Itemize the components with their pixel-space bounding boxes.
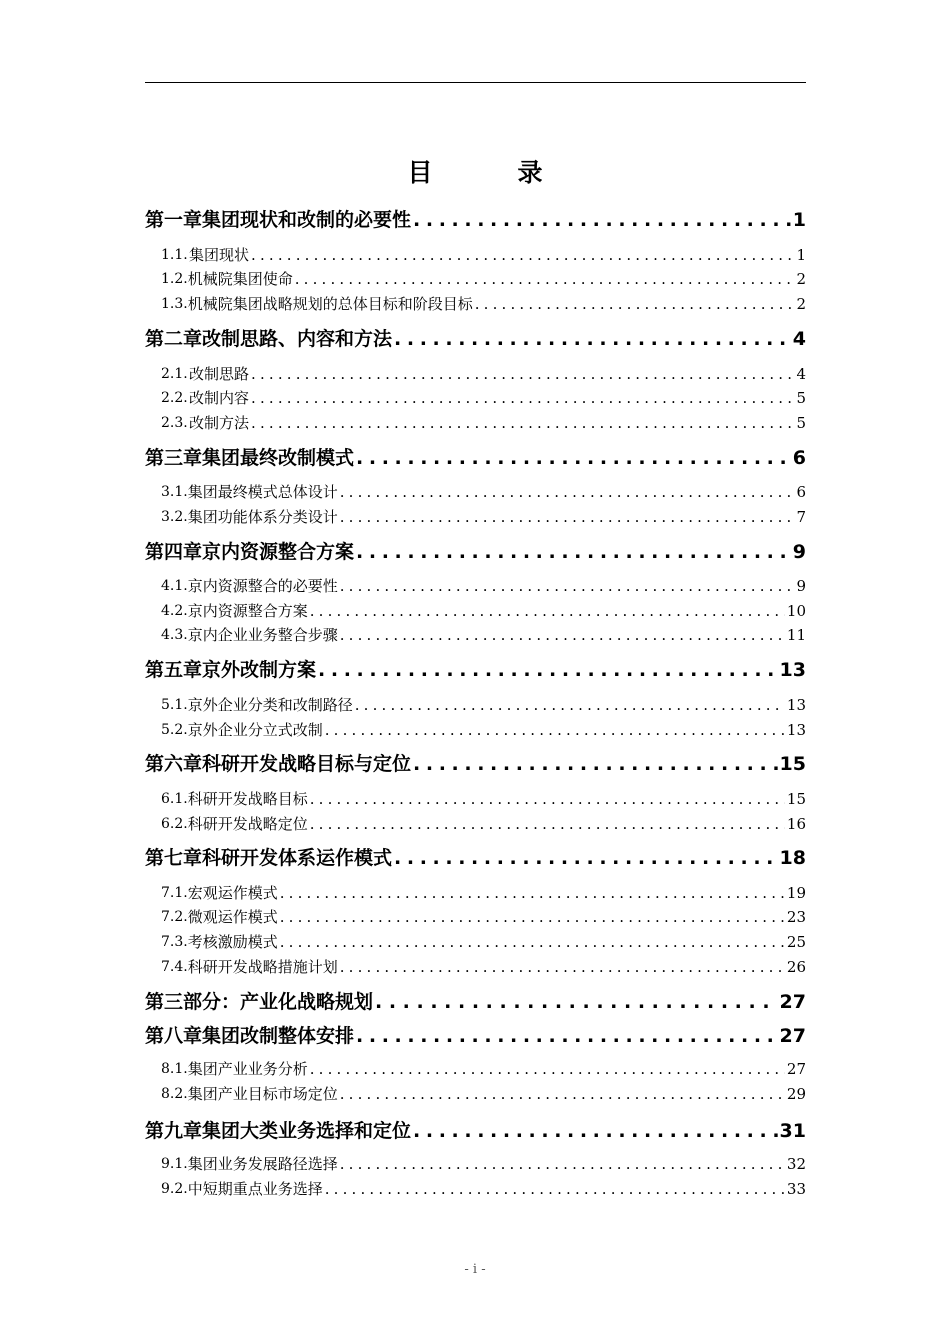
page-number: 1 — [796, 246, 806, 264]
page-number: 6 — [796, 483, 806, 501]
section-title: 机械院集团战略规划的总体目标和阶段目标 — [187, 295, 473, 313]
toc-part-entry[interactable] — [145, 989, 806, 1015]
leader-dots — [340, 506, 795, 528]
section-number: 4.1. — [161, 578, 188, 594]
leader-dots — [251, 363, 794, 385]
section-title: 京外企业分类和改制路径 — [187, 696, 353, 714]
section-number: 2.2. — [161, 390, 188, 406]
section-title: 京内资源整合方案 — [187, 602, 308, 620]
leader-dots — [251, 244, 794, 266]
leader-dots — [340, 624, 785, 646]
page-number: 1 — [792, 209, 806, 231]
section-title: 京内资源整合的必要性 — [187, 577, 338, 595]
toc-section-entry[interactable] — [145, 244, 806, 266]
leader-dots — [356, 445, 791, 471]
page-number: 32 — [786, 1155, 806, 1173]
toc-chapter-entry[interactable] — [145, 657, 806, 683]
toc-chapter-entry[interactable] — [145, 326, 806, 352]
toc-chapter-entry[interactable] — [145, 1023, 806, 1049]
leader-dots — [356, 539, 791, 565]
section-number: 9.1. — [161, 1156, 188, 1172]
section-title: 微观运作模式 — [187, 908, 278, 926]
page-number: 13 — [779, 659, 806, 681]
toc-section-entry[interactable] — [145, 956, 806, 978]
page-number: 29 — [786, 1085, 806, 1103]
toc-section-entry[interactable] — [145, 1083, 806, 1105]
chapter-number: 第六章 — [145, 753, 203, 775]
page-number: 23 — [786, 908, 806, 926]
footer-page-number: - i - — [464, 1262, 486, 1277]
toc-chapter-entry[interactable] — [145, 751, 806, 777]
section-number: 3.2. — [161, 509, 188, 525]
leader-dots — [310, 600, 785, 622]
leader-dots — [325, 1178, 785, 1200]
toc-section-entry[interactable] — [145, 1178, 806, 1200]
toc-section-entry[interactable] — [145, 694, 806, 716]
section-number: 6.1. — [161, 791, 188, 807]
section-title: 集团产业目标市场定位 — [187, 1085, 338, 1103]
leader-dots — [355, 694, 785, 716]
leader-dots — [251, 412, 794, 434]
section-number: 4.3. — [161, 627, 188, 643]
leader-dots — [280, 882, 785, 904]
toc-section-entry[interactable] — [145, 412, 806, 434]
section-title: 科研开发战略措施计划 — [187, 958, 338, 976]
section-title: 机械院集团使命 — [187, 270, 293, 288]
section-number: 3.1. — [161, 484, 188, 500]
leader-dots — [340, 1083, 785, 1105]
chapter-title: 京内资源整合方案 — [202, 541, 355, 563]
toc-section-entry[interactable] — [145, 481, 806, 503]
page-number: 5 — [796, 389, 806, 407]
leader-dots — [413, 1118, 778, 1144]
section-number: 9.2. — [161, 1181, 188, 1197]
chapter-title: 科研开发战略目标与定位 — [202, 753, 412, 775]
section-number: 7.4. — [161, 959, 188, 975]
section-title: 集团产业业务分析 — [187, 1060, 308, 1078]
section-title: 京内企业业务整合步骤 — [187, 626, 338, 644]
toc-chapter-entry[interactable] — [145, 207, 806, 233]
section-title: 改制方法 — [189, 414, 250, 432]
toc-section-entry[interactable] — [145, 788, 806, 810]
section-number: 1.3. — [161, 296, 188, 312]
chapter-title: 集团最终改制模式 — [202, 447, 355, 469]
toc-section-entry[interactable] — [145, 1058, 806, 1080]
chapter-number: 第八章 — [145, 1025, 203, 1047]
leader-dots — [475, 293, 795, 315]
section-number: 4.2. — [161, 603, 188, 619]
leader-dots — [375, 989, 778, 1015]
page-number: 9 — [796, 577, 806, 595]
toc-chapter-entry[interactable] — [145, 445, 806, 471]
section-title: 集团功能体系分类设计 — [187, 508, 338, 526]
page-number: 2 — [796, 295, 806, 313]
section-number: 5.1. — [161, 697, 188, 713]
leader-dots — [280, 906, 785, 928]
toc-section-entry[interactable] — [145, 363, 806, 385]
page-number: 4 — [792, 328, 806, 350]
toc-section-entry[interactable] — [145, 813, 806, 835]
page-number: 16 — [786, 815, 806, 833]
section-number: 7.1. — [161, 885, 188, 901]
page-number: 15 — [779, 753, 806, 775]
page-number: 6 — [792, 447, 806, 469]
page-number: 27 — [786, 1060, 806, 1078]
leader-dots — [394, 326, 791, 352]
section-number: 1.2. — [161, 271, 188, 287]
section-number: 8.2. — [161, 1086, 188, 1102]
page-number: 27 — [779, 1025, 806, 1047]
leader-dots — [325, 719, 785, 741]
section-title: 科研开发战略定位 — [187, 815, 308, 833]
leader-dots — [310, 1058, 785, 1080]
section-title: 集团现状 — [189, 246, 250, 264]
chapter-number: 第五章 — [145, 659, 203, 681]
leader-dots — [310, 788, 785, 810]
toc-chapter-entry[interactable] — [145, 845, 806, 871]
toc-chapter-entry[interactable] — [145, 1118, 806, 1144]
page-number: 2 — [796, 270, 806, 288]
leader-dots — [310, 813, 785, 835]
leader-dots — [340, 1153, 785, 1175]
chapter-title: 集团大类业务选择和定位 — [202, 1120, 412, 1142]
leader-dots — [413, 207, 791, 233]
section-title: 考核激励模式 — [187, 933, 278, 951]
leader-dots — [413, 751, 778, 777]
page-number: 10 — [786, 602, 806, 620]
page-number: 13 — [786, 721, 806, 739]
section-title: 京外企业分立式改制 — [187, 721, 323, 739]
section-number: 7.2. — [161, 909, 188, 925]
page-number: 15 — [786, 790, 806, 808]
section-number: 5.2. — [161, 722, 188, 738]
chapter-title: 集团现状和改制的必要性 — [202, 209, 412, 231]
chapter-number: 第七章 — [145, 847, 203, 869]
page-number: 7 — [796, 508, 806, 526]
leader-dots — [318, 657, 778, 683]
chapter-title: 集团改制整体安排 — [202, 1025, 355, 1047]
page-number: 26 — [786, 958, 806, 976]
page-number: 25 — [786, 933, 806, 951]
page-number: 5 — [796, 414, 806, 432]
leader-dots — [295, 268, 795, 290]
toc-section-entry[interactable] — [145, 719, 806, 741]
toc-section-entry[interactable] — [145, 931, 806, 953]
page-number: 11 — [786, 626, 806, 644]
part-title: 第三部分：产业化战略规划 — [145, 991, 374, 1013]
page-number: 4 — [796, 365, 806, 383]
section-title: 改制内容 — [189, 389, 250, 407]
chapter-number: 第四章 — [145, 541, 203, 563]
toc-section-entry[interactable] — [145, 387, 806, 409]
toc-section-entry[interactable] — [145, 293, 806, 315]
page-number: 9 — [792, 541, 806, 563]
chapter-title: 京外改制方案 — [202, 659, 317, 681]
leader-dots — [280, 931, 785, 953]
page-number: 13 — [786, 696, 806, 714]
toc-chapter-entry[interactable] — [145, 539, 806, 565]
section-number: 8.1. — [161, 1061, 188, 1077]
leader-dots — [340, 575, 795, 597]
chapter-title: 改制思路、内容和方法 — [202, 328, 393, 350]
toc-section-entry[interactable] — [145, 1153, 806, 1175]
section-title: 集团业务发展路径选择 — [187, 1155, 338, 1173]
section-number: 2.1. — [161, 366, 188, 382]
chapter-number: 第二章 — [145, 328, 203, 350]
section-number: 7.3. — [161, 934, 188, 950]
toc-section-entry[interactable] — [145, 906, 806, 928]
section-number: 2.3. — [161, 415, 188, 431]
toc-section-entry[interactable] — [145, 575, 806, 597]
leader-dots — [340, 481, 795, 503]
page-number: 18 — [779, 847, 806, 869]
section-title: 宏观运作模式 — [187, 884, 278, 902]
page-number: 19 — [786, 884, 806, 902]
toc-section-entry[interactable] — [145, 624, 806, 646]
page-number: 33 — [786, 1180, 806, 1198]
section-title: 集团最终模式总体设计 — [187, 483, 338, 501]
chapter-number: 第一章 — [145, 209, 203, 231]
header-rule — [145, 82, 806, 83]
section-number: 6.2. — [161, 816, 188, 832]
chapter-number: 第三章 — [145, 447, 203, 469]
section-title: 中短期重点业务选择 — [187, 1180, 323, 1198]
toc-section-entry[interactable] — [145, 268, 806, 290]
toc-section-entry[interactable] — [145, 600, 806, 622]
page-number: 31 — [779, 1120, 806, 1142]
leader-dots — [251, 387, 794, 409]
toc-section-entry[interactable] — [145, 506, 806, 528]
leader-dots — [340, 956, 785, 978]
chapter-title: 科研开发体系运作模式 — [202, 847, 393, 869]
chapter-number: 第九章 — [145, 1120, 203, 1142]
section-title: 改制思路 — [189, 365, 250, 383]
section-number: 1.1. — [161, 247, 188, 263]
leader-dots — [394, 845, 778, 871]
section-title: 科研开发战略目标 — [187, 790, 308, 808]
toc-section-entry[interactable] — [145, 882, 806, 904]
leader-dots — [356, 1023, 778, 1049]
toc-title: 目 录 — [407, 158, 573, 187]
page-number: 27 — [779, 991, 806, 1013]
